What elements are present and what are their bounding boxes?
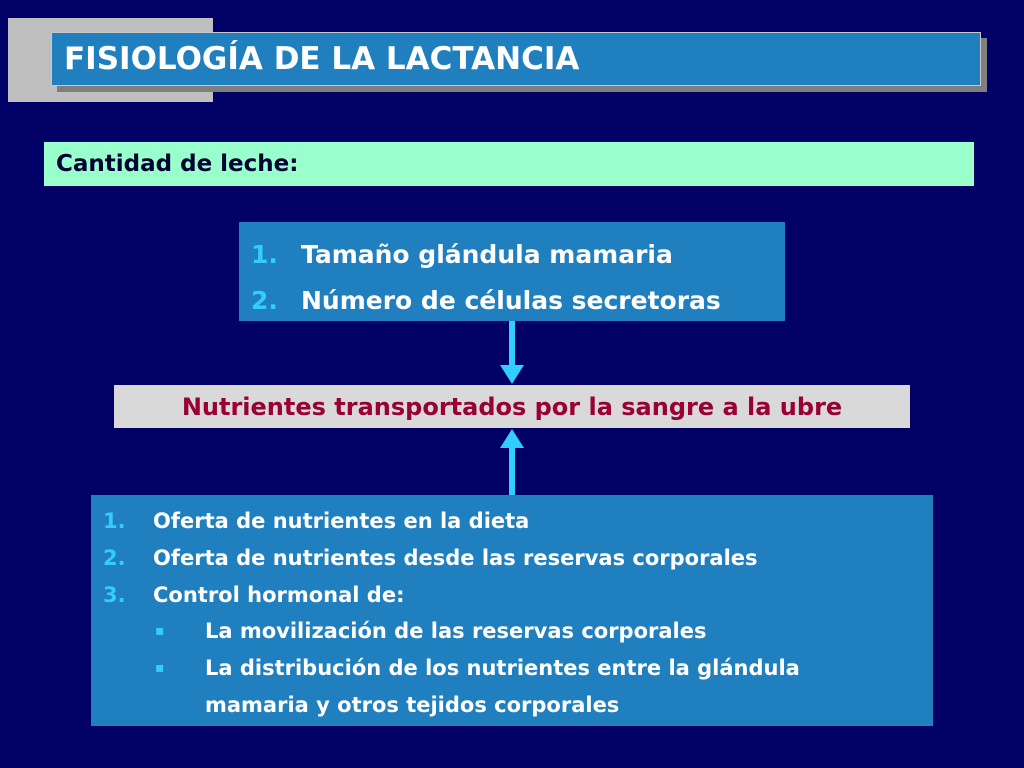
slide-title: FISIOLOGÍA DE LA LACTANCIA <box>51 32 981 86</box>
sub-list-text <box>205 613 706 650</box>
list-text: Número de células secretoras <box>301 286 721 315</box>
list-number: 1. <box>103 509 126 533</box>
arrow-up-icon <box>498 428 526 495</box>
sub-list-line: mamaria y otros tejidos corporales <box>205 692 620 717</box>
list-text: Oferta de nutrientes en la dieta <box>153 509 530 533</box>
sub-list-item <box>103 613 923 650</box>
list-item <box>103 503 923 540</box>
list-item <box>251 232 775 278</box>
subtitle-bar: Cantidad de leche: <box>44 142 974 186</box>
list-number: 2. <box>251 286 278 315</box>
factors-box-top <box>239 222 785 321</box>
list-text: Tamaño glándula mamaria <box>301 240 673 269</box>
arrow-down-icon <box>498 321 526 385</box>
center-box: Nutrientes transportados por la sangre a la ubre <box>114 385 910 428</box>
list-number: 1. <box>251 240 278 269</box>
sub-list-line: La movilización de las reservas corporales <box>205 619 707 644</box>
sub-list-line: La distribución de los nutrientes entre la glándula <box>205 656 800 681</box>
sub-list-item <box>103 650 923 724</box>
list-number: 3. <box>103 582 126 607</box>
list-number: 2. <box>103 545 126 570</box>
list-item <box>251 278 775 324</box>
list-text: Control hormonal de: <box>153 582 405 607</box>
factors-box-bottom <box>91 495 933 726</box>
square-bullet-icon: ▪ <box>155 660 165 677</box>
list-item <box>103 540 923 577</box>
square-bullet-icon: ▪ <box>155 623 165 640</box>
list-item <box>103 577 923 614</box>
list-text: Oferta de nutrientes desde las reservas corporales <box>153 545 758 570</box>
sub-list-text <box>205 650 800 724</box>
